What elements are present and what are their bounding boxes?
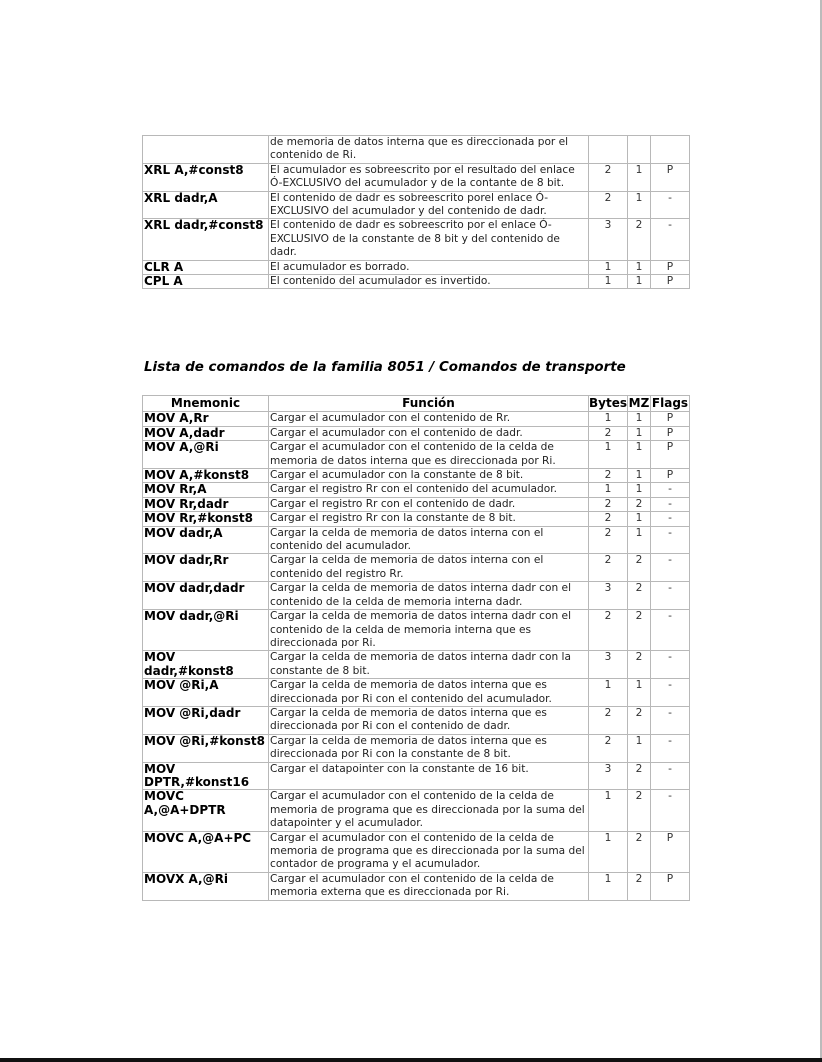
cell-function: Cargar el datapointer con la constante de 16 bit. bbox=[269, 762, 589, 790]
cell-function: Cargar la celda de memoria de datos interna con el contenido del registro Rr. bbox=[269, 554, 589, 582]
cell-mnemonic bbox=[143, 136, 269, 164]
cell-mz: 2 bbox=[628, 872, 651, 900]
cell-mnemonic: MOVC A,@A+PC bbox=[143, 831, 269, 872]
cell-mnemonic: MOV @Ri,dadr bbox=[143, 706, 269, 734]
cell-flags: P bbox=[651, 441, 690, 469]
cell-bytes: 3 bbox=[589, 219, 628, 260]
table-body bbox=[143, 412, 690, 900]
cell-bytes: 2 bbox=[589, 497, 628, 511]
cell-function: de memoria de datos interna que es direccionada por el contenido de Ri. bbox=[269, 136, 589, 164]
cell-function: Cargar el acumulador con el contenido de dadr. bbox=[269, 426, 589, 440]
cell-bytes: 2 bbox=[589, 191, 628, 219]
cell-function: Cargar la celda de memoria de datos interna dadr con el contenido de la celda de memoria interna dadr. bbox=[269, 582, 589, 610]
table-row bbox=[143, 679, 690, 707]
table-row bbox=[143, 512, 690, 526]
table-row bbox=[143, 610, 690, 651]
table-row bbox=[143, 582, 690, 610]
table-header-row bbox=[143, 396, 690, 412]
cell-function: El contenido de dadr es sobreescrito por el enlace Ó-EXCLUSIVO de la constante de 8 bit y del contenido de dadr. bbox=[269, 219, 589, 260]
cell-bytes: 2 bbox=[589, 554, 628, 582]
cell-flags: - bbox=[651, 582, 690, 610]
cell-mnemonic: MOV A,@Ri bbox=[143, 441, 269, 469]
cell-flags: P bbox=[651, 163, 690, 191]
cell-function: Cargar el registro Rr con el contenido de dadr. bbox=[269, 497, 589, 511]
cell-flags: P bbox=[651, 260, 690, 274]
cell-function: Cargar el acumulador con el contenido de la celda de memoria externa que es direccionada por Ri. bbox=[269, 872, 589, 900]
table-row bbox=[143, 872, 690, 900]
cell-bytes: 3 bbox=[589, 762, 628, 790]
cell-flags: - bbox=[651, 554, 690, 582]
cell-mnemonic: MOV A,Rr bbox=[143, 412, 269, 426]
cell-function: El contenido del acumulador es invertido. bbox=[269, 275, 589, 289]
cell-mnemonic: MOV dadr,dadr bbox=[143, 582, 269, 610]
cell-flags: P bbox=[651, 831, 690, 872]
cell-flags: - bbox=[651, 526, 690, 554]
cell-mnemonic: MOV dadr,@Ri bbox=[143, 610, 269, 651]
cell-mnemonic: XRL A,#const8 bbox=[143, 163, 269, 191]
cell-function: Cargar la celda de memoria de datos interna dadr con la constante de 8 bit. bbox=[269, 651, 589, 679]
cell-bytes: 1 bbox=[589, 872, 628, 900]
cell-function: El contenido de dadr es sobreescrito porel enlace Ó-EXCLUSIVO del acumulador y del contenido de dadr. bbox=[269, 191, 589, 219]
cell-mz: 1 bbox=[628, 483, 651, 497]
cell-mz: 2 bbox=[628, 790, 651, 831]
cell-mz: 1 bbox=[628, 191, 651, 219]
cell-mz: 1 bbox=[628, 260, 651, 274]
cell-mnemonic: MOV Rr,#konst8 bbox=[143, 512, 269, 526]
table-row bbox=[143, 260, 690, 274]
table-row bbox=[143, 441, 690, 469]
table-row bbox=[143, 163, 690, 191]
cell-mz: 1 bbox=[628, 469, 651, 483]
cell-function: Cargar la celda de memoria de datos interna que es direccionada por Ri con el contenido de dadr. bbox=[269, 706, 589, 734]
cell-function: Cargar el acumulador con la constante de 8 bit. bbox=[269, 469, 589, 483]
header-mnemonic: Mnemonic bbox=[143, 396, 269, 412]
cell-mnemonic: MOV dadr,A bbox=[143, 526, 269, 554]
bottom-bar bbox=[0, 1058, 822, 1062]
cell-bytes: 1 bbox=[589, 441, 628, 469]
cell-mnemonic: CPL A bbox=[143, 275, 269, 289]
cell-mnemonic: XRL dadr,A bbox=[143, 191, 269, 219]
cell-mz: 1 bbox=[628, 426, 651, 440]
cell-mz: 1 bbox=[628, 512, 651, 526]
cell-mnemonic: MOV DPTR,#konst16 bbox=[143, 762, 269, 790]
cell-mnemonic: MOV @Ri,#konst8 bbox=[143, 734, 269, 762]
cell-mz: 2 bbox=[628, 554, 651, 582]
cell-mnemonic: MOVC A,@A+DPTR bbox=[143, 790, 269, 831]
cell-bytes: 2 bbox=[589, 512, 628, 526]
cell-bytes: 1 bbox=[589, 483, 628, 497]
cell-bytes bbox=[589, 136, 628, 164]
table-row bbox=[143, 706, 690, 734]
cell-function: El acumulador es sobreescrito por el resultado del enlace Ó-EXCLUSIVO del acumulador y de la contante de 8 bit. bbox=[269, 163, 589, 191]
cell-mz: 2 bbox=[628, 582, 651, 610]
cell-bytes: 1 bbox=[589, 831, 628, 872]
cell-mz: 2 bbox=[628, 831, 651, 872]
cell-flags: - bbox=[651, 651, 690, 679]
cell-flags: P bbox=[651, 275, 690, 289]
cell-mz: 2 bbox=[628, 497, 651, 511]
table-row bbox=[143, 191, 690, 219]
cell-bytes: 2 bbox=[589, 526, 628, 554]
cell-function: Cargar el registro Rr con el contenido del acumulador. bbox=[269, 483, 589, 497]
cell-bytes: 3 bbox=[589, 582, 628, 610]
table-row bbox=[143, 275, 690, 289]
cell-bytes: 2 bbox=[589, 610, 628, 651]
cell-bytes: 1 bbox=[589, 679, 628, 707]
cell-mz: 1 bbox=[628, 441, 651, 469]
cell-mnemonic: MOV @Ri,A bbox=[143, 679, 269, 707]
cell-bytes: 1 bbox=[589, 790, 628, 831]
cell-flags: P bbox=[651, 426, 690, 440]
cell-bytes: 2 bbox=[589, 426, 628, 440]
cell-mnemonic: MOV dadr,#konst8 bbox=[143, 651, 269, 679]
cell-mz: 1 bbox=[628, 163, 651, 191]
cell-flags: - bbox=[651, 610, 690, 651]
table-row bbox=[143, 483, 690, 497]
cell-function: Cargar el acumulador con el contenido de la celda de memoria de datos interna que es direccionada por Ri. bbox=[269, 441, 589, 469]
cell-mnemonic: CLR A bbox=[143, 260, 269, 274]
header-function: Función bbox=[269, 396, 589, 412]
table-row bbox=[143, 497, 690, 511]
cell-mz: 1 bbox=[628, 734, 651, 762]
cell-mz: 1 bbox=[628, 412, 651, 426]
cell-bytes: 2 bbox=[589, 734, 628, 762]
cell-mnemonic: MOVX A,@Ri bbox=[143, 872, 269, 900]
cell-flags: P bbox=[651, 469, 690, 483]
cell-mz bbox=[628, 136, 651, 164]
cell-flags: - bbox=[651, 497, 690, 511]
cell-flags: P bbox=[651, 872, 690, 900]
cell-mz: 1 bbox=[628, 679, 651, 707]
cell-bytes: 1 bbox=[589, 275, 628, 289]
cell-flags bbox=[651, 136, 690, 164]
table-row bbox=[143, 554, 690, 582]
cell-function: Cargar el acumulador con el contenido de la celda de memoria de programa que es direccionada por la suma del datapointer y el acumulador. bbox=[269, 790, 589, 831]
table-row bbox=[143, 526, 690, 554]
cell-flags: - bbox=[651, 512, 690, 526]
cell-mz: 1 bbox=[628, 526, 651, 554]
table-row bbox=[143, 219, 690, 260]
cell-mz: 2 bbox=[628, 762, 651, 790]
header-mz: MZ bbox=[628, 396, 650, 410]
cell-mz: 2 bbox=[628, 706, 651, 734]
cell-flags: P bbox=[651, 412, 690, 426]
table-row bbox=[143, 651, 690, 679]
cell-flags: - bbox=[651, 679, 690, 707]
cell-function: Cargar la celda de memoria de datos interna que es direccionada por Ri con el contenido del acumulador. bbox=[269, 679, 589, 707]
table-row bbox=[143, 412, 690, 426]
section-title: Lista de comandos de la familia 8051 / Comandos de transporte bbox=[144, 360, 626, 375]
cell-mz: 2 bbox=[628, 651, 651, 679]
cell-mz: 1 bbox=[628, 275, 651, 289]
cell-mnemonic: XRL dadr,#const8 bbox=[143, 219, 269, 260]
table-row bbox=[143, 831, 690, 872]
cell-function: Cargar la celda de memoria de datos interna con el contenido del acumulador. bbox=[269, 526, 589, 554]
table-row bbox=[143, 762, 690, 790]
cell-bytes: 2 bbox=[589, 163, 628, 191]
cell-mnemonic: MOV A,#konst8 bbox=[143, 469, 269, 483]
cell-function: Cargar el registro Rr con la constante de 8 bit. bbox=[269, 512, 589, 526]
cell-flags: - bbox=[651, 734, 690, 762]
cell-function: El acumulador es borrado. bbox=[269, 260, 589, 274]
cell-bytes: 2 bbox=[589, 469, 628, 483]
cell-flags: - bbox=[651, 790, 690, 831]
transport-commands-table bbox=[142, 395, 690, 901]
cell-bytes: 1 bbox=[589, 412, 628, 426]
cell-flags: - bbox=[651, 706, 690, 734]
cell-mz: 2 bbox=[628, 610, 651, 651]
table-row bbox=[143, 469, 690, 483]
cell-bytes: 2 bbox=[589, 706, 628, 734]
cell-mnemonic: MOV Rr,dadr bbox=[143, 497, 269, 511]
cell-flags: - bbox=[651, 191, 690, 219]
cell-bytes: 1 bbox=[589, 260, 628, 274]
table-row bbox=[143, 136, 690, 164]
table-row bbox=[143, 426, 690, 440]
table-row bbox=[143, 790, 690, 831]
cell-function: Cargar el acumulador con el contenido de Rr. bbox=[269, 412, 589, 426]
cell-mnemonic: MOV A,dadr bbox=[143, 426, 269, 440]
cell-function: Cargar la celda de memoria de datos interna dadr con el contenido de la celda de memoria interna que es direccionada por Ri. bbox=[269, 610, 589, 651]
cell-function: Cargar la celda de memoria de datos interna que es direccionada por Ri con la constante de 8 bit. bbox=[269, 734, 589, 762]
cell-flags: - bbox=[651, 483, 690, 497]
cell-function: Cargar el acumulador con el contenido de la celda de memoria de programa que es direccionada por la suma del contador de programa y el acumulador. bbox=[269, 831, 589, 872]
table-body bbox=[143, 136, 690, 289]
cell-flags: - bbox=[651, 762, 690, 790]
cell-bytes: 3 bbox=[589, 651, 628, 679]
table-row bbox=[143, 734, 690, 762]
cell-mz: 2 bbox=[628, 219, 651, 260]
cell-mnemonic: MOV dadr,Rr bbox=[143, 554, 269, 582]
logic-commands-table bbox=[142, 135, 690, 289]
cell-mnemonic: MOV Rr,A bbox=[143, 483, 269, 497]
header-flags: Flags bbox=[651, 396, 689, 410]
cell-flags: - bbox=[651, 219, 690, 260]
header-bytes: Bytes bbox=[589, 396, 627, 410]
